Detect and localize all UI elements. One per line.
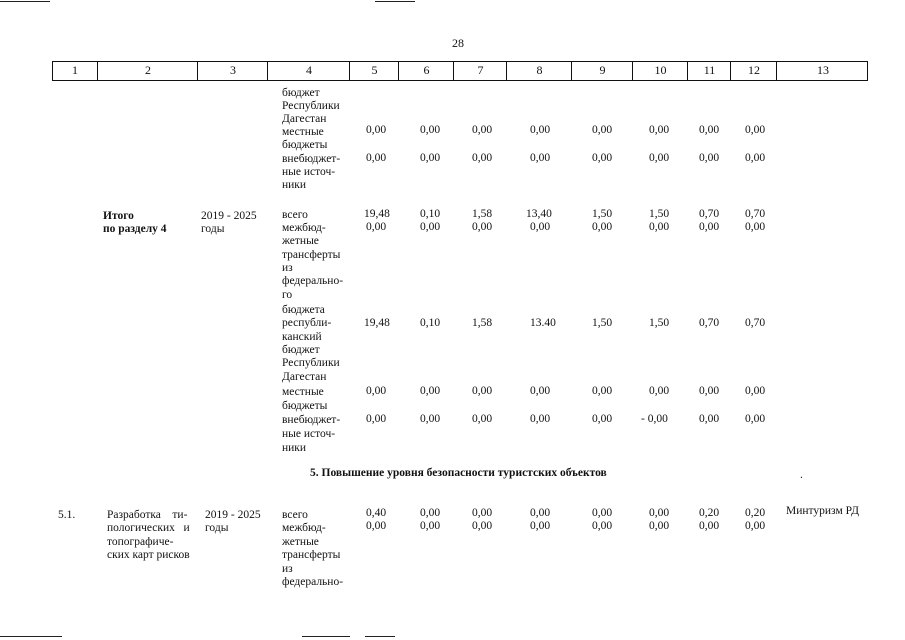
source-label: всего xyxy=(282,509,308,521)
source-label: Дагестан xyxy=(282,371,327,383)
source-label: федерально- xyxy=(282,275,344,287)
source-label: межбюд- xyxy=(282,522,326,534)
executor: Минтуризм РД xyxy=(786,505,859,517)
value-cell: 0,00 xyxy=(745,385,766,397)
source-label: жетные xyxy=(282,235,319,247)
value-cell: 13,40 xyxy=(526,208,552,220)
source-label: всего xyxy=(282,209,308,221)
item-period-unit: годы xyxy=(205,522,229,534)
bottom-rule-mid2 xyxy=(365,636,395,637)
value-cell: 0,00 xyxy=(420,507,441,519)
value-cell: 0,00 xyxy=(592,152,613,164)
top-rule-mid xyxy=(375,1,415,2)
itogo-subtitle: по разделу 4 xyxy=(103,223,167,235)
top-rule-left xyxy=(0,1,50,2)
value-cell: 0,00 xyxy=(745,221,766,233)
value-cell: 1,50 xyxy=(649,208,670,220)
value-cell: 0,00 xyxy=(366,385,387,397)
value-cell: 0,00 xyxy=(472,152,493,164)
value-cell: 0,20 xyxy=(745,507,766,519)
value-cell: 0,00 xyxy=(745,152,766,164)
itogo-title: Итого xyxy=(103,210,134,222)
value-cell: 0,00 xyxy=(592,385,613,397)
value-cell: 0,00 xyxy=(366,124,387,136)
bottom-rule-left xyxy=(0,636,62,637)
value-cell: 0,40 xyxy=(366,507,387,519)
source-label: жетные xyxy=(282,536,319,548)
item-period: 2019 - 2025 xyxy=(205,509,261,521)
source-label: бюджета xyxy=(282,304,325,316)
value-cell: 0,00 xyxy=(472,520,493,532)
value-cell: 0,00 xyxy=(592,507,613,519)
value-cell: 1,50 xyxy=(592,208,613,220)
col-header-3: 3 xyxy=(197,62,268,80)
value-cell: 0,00 xyxy=(366,221,387,233)
value-cell: 1,58 xyxy=(472,317,493,329)
value-cell: 0,10 xyxy=(420,317,441,329)
source-label: федерально- xyxy=(282,576,344,588)
value-cell: 0,00 xyxy=(530,385,551,397)
value-cell: 0,00 xyxy=(530,221,551,233)
value-cell: 0,00 xyxy=(745,124,766,136)
column-header-row xyxy=(52,61,868,81)
value-cell: - 0,00 xyxy=(641,413,668,425)
source-label: трансферты xyxy=(282,249,341,261)
value-cell: 0,20 xyxy=(699,507,720,519)
col-header-2: 2 xyxy=(97,62,198,80)
value-cell: 0,00 xyxy=(530,413,551,425)
value-cell: 0,00 xyxy=(530,152,551,164)
value-cell: 0,00 xyxy=(420,124,441,136)
value-cell: 0,00 xyxy=(592,221,613,233)
value-cell: 0,00 xyxy=(530,124,551,136)
value-cell: 0,00 xyxy=(699,413,720,425)
col-header-6: 6 xyxy=(398,62,454,80)
col-header-8: 8 xyxy=(506,62,572,80)
value-cell: 0,00 xyxy=(366,413,387,425)
item-name-line: топографиче- xyxy=(107,536,174,548)
value-cell: 0,00 xyxy=(649,152,670,164)
value-cell: 0,10 xyxy=(420,208,441,220)
source-label: трансферты xyxy=(282,549,341,561)
value-cell: 0,70 xyxy=(745,317,766,329)
col-header-5: 5 xyxy=(349,62,399,80)
source-label: республи- xyxy=(282,317,332,329)
value-cell: 0,00 xyxy=(592,413,613,425)
value-cell: 0,00 xyxy=(530,520,551,532)
value-cell: 0,00 xyxy=(420,520,441,532)
source-label: бюджеты xyxy=(282,139,328,151)
source-label: Республики xyxy=(282,357,340,369)
col-header-1: 1 xyxy=(72,63,78,77)
value-cell: 0,00 xyxy=(649,221,670,233)
source-label: ные источ- xyxy=(282,166,336,178)
value-cell: 0,00 xyxy=(699,152,720,164)
source-label: бюджеты xyxy=(282,400,328,412)
source-label: из xyxy=(282,563,293,575)
value-cell: 0,00 xyxy=(592,520,613,532)
source-label: местные xyxy=(282,126,324,138)
value-cell: 0,00 xyxy=(699,385,720,397)
value-cell: 0,00 xyxy=(472,507,493,519)
source-label: ные источ- xyxy=(282,428,336,440)
col-header-9: 9 xyxy=(571,62,633,80)
itogo-period: 2019 - 2025 xyxy=(201,210,257,222)
stray-dot: . xyxy=(800,469,803,481)
value-cell: 0,00 xyxy=(699,221,720,233)
value-cell: 0,00 xyxy=(699,520,720,532)
value-cell: 1,50 xyxy=(649,317,670,329)
col-header-7: 7 xyxy=(453,62,507,80)
value-cell: 13.40 xyxy=(530,317,556,329)
value-cell: 0,00 xyxy=(699,124,720,136)
source-label: Дагестан xyxy=(282,113,327,125)
value-cell: 0,00 xyxy=(649,385,670,397)
value-cell: 19,48 xyxy=(364,317,390,329)
col-header-10: 10 xyxy=(632,62,688,80)
page-number: 28 xyxy=(452,36,464,50)
value-cell: 0,00 xyxy=(420,152,441,164)
value-cell: 0,00 xyxy=(745,520,766,532)
value-cell: 0,00 xyxy=(649,124,670,136)
value-cell: 0,00 xyxy=(366,152,387,164)
col-header-12: 12 xyxy=(730,62,777,80)
value-cell: 0,00 xyxy=(530,507,551,519)
source-label: го xyxy=(282,289,293,301)
col-header-13: 13 xyxy=(776,62,869,80)
itogo-period-unit: годы xyxy=(201,223,225,235)
value-cell: 0,00 xyxy=(649,507,670,519)
item-name-line: пологических и xyxy=(107,522,190,534)
source-label: Республики xyxy=(282,100,340,112)
value-cell: 1,50 xyxy=(592,317,613,329)
value-cell: 19,48 xyxy=(364,208,390,220)
value-cell: 0,00 xyxy=(472,221,493,233)
value-cell: 0,70 xyxy=(699,317,720,329)
value-cell: 0,70 xyxy=(745,208,766,220)
section-title: 5. Повышение уровня безопасности туристских объектов xyxy=(310,467,607,479)
source-label: внебюджет- xyxy=(282,153,341,165)
source-label: бюджет xyxy=(282,87,320,99)
item-name-line: ских карт рисков xyxy=(107,549,190,561)
col-header-11: 11 xyxy=(687,62,731,80)
value-cell: 0,00 xyxy=(649,520,670,532)
value-cell: 0,70 xyxy=(699,208,720,220)
item-name-line: Разработка ти- xyxy=(107,509,188,521)
item-number: 5.1. xyxy=(58,509,76,521)
col-header-4: 4 xyxy=(267,62,350,80)
value-cell: 0,00 xyxy=(472,124,493,136)
source-label: ники xyxy=(282,179,307,191)
value-cell: 0,00 xyxy=(745,413,766,425)
source-label: ники xyxy=(282,442,307,454)
source-label: местные xyxy=(282,386,324,398)
source-label: межбюд- xyxy=(282,222,326,234)
source-label: канский xyxy=(282,331,322,343)
value-cell: 0,00 xyxy=(472,385,493,397)
value-cell: 0,00 xyxy=(366,520,387,532)
value-cell: 0,00 xyxy=(420,221,441,233)
value-cell: 0,00 xyxy=(592,124,613,136)
source-label: бюджет xyxy=(282,344,320,356)
value-cell: 1,58 xyxy=(472,208,493,220)
source-label: из xyxy=(282,262,293,274)
bottom-rule-mid xyxy=(302,636,350,637)
value-cell: 0,00 xyxy=(472,413,493,425)
value-cell: 0,00 xyxy=(420,413,441,425)
source-label: внебюджет- xyxy=(282,414,341,426)
value-cell: 0,00 xyxy=(420,385,441,397)
